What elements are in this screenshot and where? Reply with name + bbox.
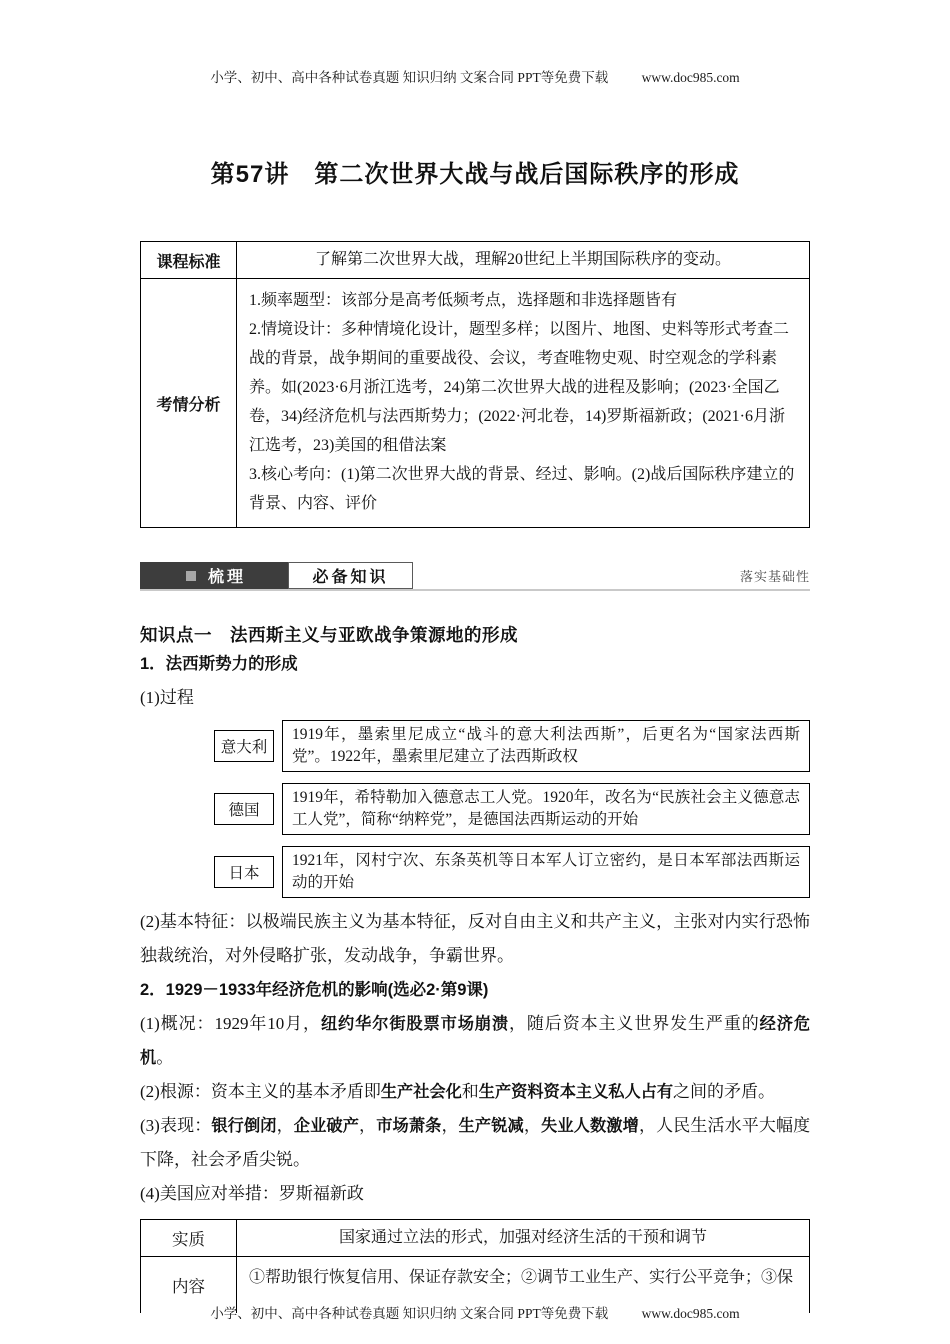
banner-tab-bibei — [288, 562, 413, 589]
overview-table — [140, 241, 810, 528]
para-features: (2)基本特征：以极端民族主义为基本特征，反对自由主义和共产主义，主张对内实行恐怖独裁统治，对外侵略扩张，发动战争，争霸世界。 — [140, 912, 810, 965]
section-banner — [140, 562, 810, 591]
new-deal-row-label-essence: 实质 — [141, 1220, 237, 1257]
diagram-text-germany: 1919年，希特勒加入德意志工人党。1920年，改名为“民族社会主义德意志工人党”，简称“纳粹党”，是德国法西斯运动的开始 — [282, 783, 810, 835]
diagram-text-japan: 1921年，冈村宁次、东条英机等日本军人订立密约，是日本军部法西斯运动的开始 — [282, 846, 810, 898]
overview-row-label-analysis: 考情分析 — [141, 279, 237, 528]
banner-right-label: 落实基础性 — [739, 569, 810, 584]
page-title: 第57讲 第二次世界大战与战后国际秩序的形成 — [210, 161, 740, 188]
header-site-url: www.doc985.com — [641, 70, 740, 85]
table-row — [141, 1220, 810, 1257]
para-process: (1)过程 — [140, 688, 194, 707]
diagram-row — [214, 846, 810, 898]
page-footer — [0, 1302, 950, 1322]
overview-analysis-content — [237, 279, 810, 528]
analysis-line-1: 1.频率题型：该部分是高考低频考点，选择题和非选择题皆有 — [249, 292, 678, 309]
fascism-diagram — [214, 720, 810, 898]
header-links: 小学、初中、高中各种试卷真题 知识归纳 文案合同 PPT等免费下载 — [210, 70, 609, 85]
overview-row-label-standard: 课程标准 — [141, 242, 237, 279]
new-deal-essence-content: 国家通过立法的形式，加强对经济生活的干预和调节 — [237, 1220, 810, 1257]
banner-square-icon — [186, 571, 196, 581]
banner-tab-bibei-label: 必备知识 — [312, 569, 389, 586]
new-deal-row-label-content: 内容 — [141, 1257, 237, 1314]
diagram-row — [214, 783, 810, 835]
new-deal-table — [140, 1219, 810, 1313]
overview-standard-content: 了解第二次世界大战，理解20世纪上半期国际秩序的变动。 — [237, 242, 810, 279]
para-fascist-title: 1．法西斯势力的形成 — [140, 655, 298, 673]
page-header — [0, 0, 950, 86]
banner-tab-shuli — [140, 562, 288, 589]
para-crisis-root: (2)根源：资本主义的基本矛盾即生产社会化和生产资料资本主义私人占有之间的矛盾。 — [140, 1082, 776, 1101]
diagram-label-italy: 意大利 — [214, 730, 274, 762]
para-crisis-overview: (1)概况：1929年10月，纽约华尔街股票市场崩溃，随后资本主义世界发生严重的经济危机。 — [140, 1014, 811, 1067]
footer-site-url: www.doc985.com — [641, 1306, 740, 1321]
analysis-line-3: 3.核心考向：(1)第二次世界大战的背景、经过、影响。(2)战后国际秩序建立的背景、内容、评价 — [249, 466, 795, 512]
table-row — [141, 279, 810, 528]
banner-tab-shuli-label: 梳理 — [208, 569, 247, 586]
para-crisis-manifestation: (3)表现：银行倒闭，企业破产，市场萧条，生产锐减，失业人数激增，人民生活水平大幅度下降，社会矛盾尖锐。 — [140, 1116, 811, 1169]
new-deal-content-text: ①帮助银行恢复信用、保证存款安全；②调节工业生产、实行公平竞争；③保 — [237, 1257, 810, 1314]
footer-links: 小学、初中、高中各种试卷真题 知识归纳 文案合同 PPT等免费下载 — [210, 1306, 609, 1321]
diagram-text-italy: 1919年，墨索里尼成立“战斗的意大利法西斯”，后更名为“国家法西斯党”。1922年，墨索里尼建立了法西斯政权 — [282, 720, 810, 772]
diagram-row — [214, 720, 810, 772]
diagram-label-germany: 德国 — [214, 793, 274, 825]
knowledge-point-heading: 知识点一 法西斯主义与亚欧战争策源地的形成 — [140, 625, 518, 645]
diagram-label-japan: 日本 — [214, 856, 274, 888]
para-us-response: (4)美国应对举措：罗斯福新政 — [140, 1184, 364, 1203]
table-row — [141, 242, 810, 279]
para-crisis-title: 2．1929－1933年经济危机的影响(选必2·第9课) — [140, 981, 489, 999]
analysis-line-2: 2.情境设计：多种情境化设计，题型多样；以图片、地图、史料等形式考查二战的背景，战争期间的重要战役、会议，考查唯物史观、时空观念的学科素养。如(2023·6月浙江选考，24)第二次世界大战的进程及影响；(2023·全国乙卷，34)经济危机与法西斯势力；(2022·河北卷，14)罗斯福新政；(2021·6月浙江选考，23)美国的租借法案 — [249, 321, 790, 454]
